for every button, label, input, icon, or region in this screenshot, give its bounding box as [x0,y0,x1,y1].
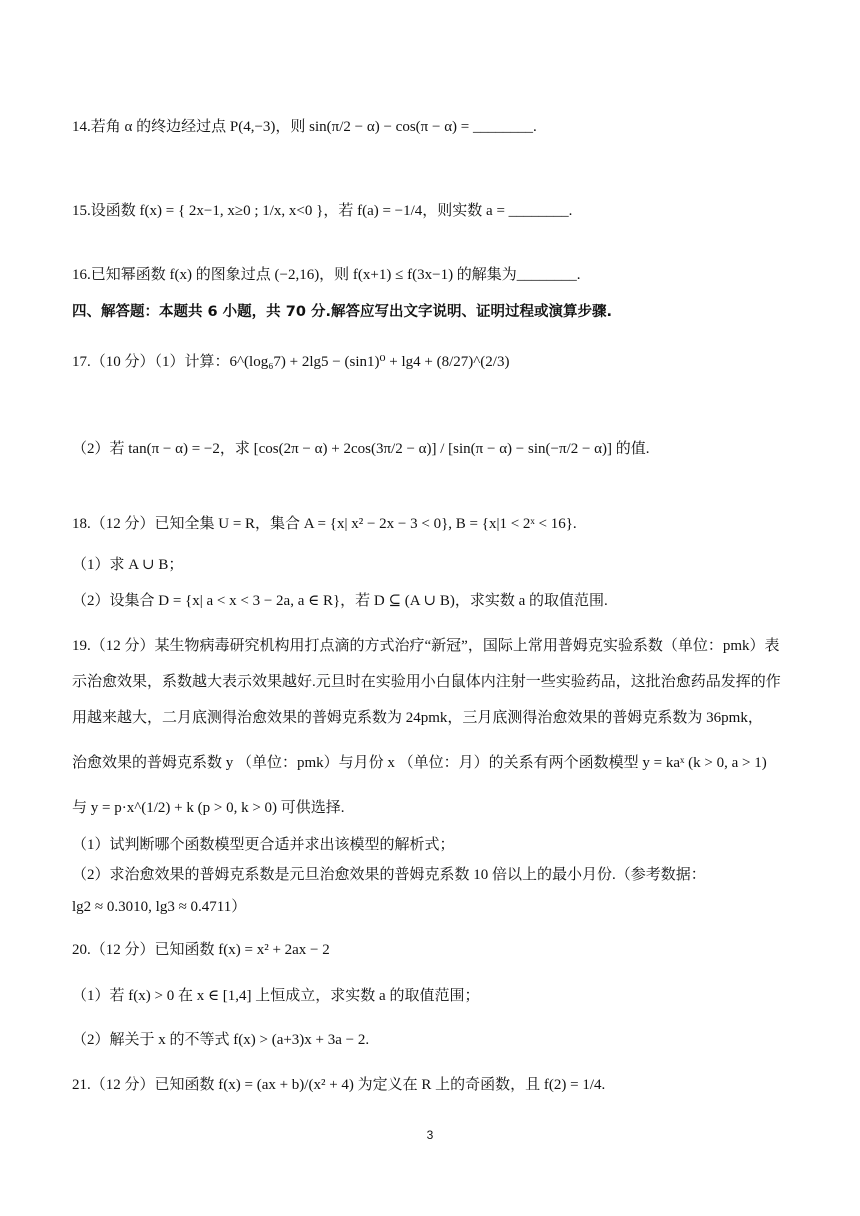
problem-20-part-2: （2）解关于 x 的不等式 f(x) > (a+3)x + 3a − 2. [72,1032,370,1048]
section-4-heading: 四、解答题：本题共 6 小题，共 70 分.解答应写出文字说明、证明过程或演算步骤. [72,304,612,320]
problem-20-part-1: （1）若 f(x) > 0 在 x ∈ [1,4] 上恒成立，求实数 a 的取值范围； [72,988,480,1004]
problem-15: 15.设函数 f(x) = { 2x−1, x≥0 ; 1/x, x<0 }，若 f(a) = −1/4，则实数 a = ________. [72,203,573,219]
problem-19-reference: lg2 ≈ 0.3010, lg3 ≈ 0.4711） [72,899,247,915]
problem-19-line-2: 示治愈效果，系数越大表示效果越好.元旦时在实验用小白鼠体内注射一些实验药品，这批治愈药品发挥的作 [72,674,781,690]
problem-19-line-1: 19.（12 分）某生物病毒研究机构用打点滴的方式治疗“新冠”，国际上常用普姆克实验系数（单位：pmk）表 [72,638,780,654]
problem-20: 20.（12 分）已知函数 f(x) = x² + 2ax − 2 [72,942,330,958]
problem-19-line-3: 用越来越大，二月底测得治愈效果的普姆克系数为 24pmk，三月底测得治愈效果的普姆克系数为 36pmk， [72,710,763,726]
problem-18-part-2: （2）设集合 D = {x| a < x < 3 − 2a, a ∈ R}，若 D ⊆ (A ∪ B)，求实数 a 的取值范围. [72,593,608,609]
problem-19-part-1: （1）试判断哪个函数模型更合适并求出该模型的解析式； [72,837,455,853]
problem-16: 16.已知幂函数 f(x) 的图象过点 (−2,16)，则 f(x+1) ≤ f(3x−1) 的解集为________. [72,267,581,283]
page-number: 3 [426,1128,434,1142]
problem-17-part-2: （2）若 tan(π − α) = −2，求 [cos(2π − α) + 2cos(3π/2 − α)] / [sin(π − α) − sin(−π/2 − α)] 的值. [72,441,650,457]
problem-14: 14.若角 α 的终边经过点 P(4,−3)，则 sin(π/2 − α) − cos(π − α) = ________. [72,119,537,135]
problem-19-line-4: 治愈效果的普姆克系数 y （单位：pmk）与月份 x （单位：月）的关系有两个函数模型 y = kaˣ (k > 0, a > 1) [72,755,767,771]
problem-17-part-1: 17.（10 分）（1）计算：6^(log₆7) + 2lg5 − (sin1)⁰ + lg4 + (8/27)^(2/3) [72,354,510,370]
problem-19-part-2: （2）求治愈效果的普姆克系数是元旦治愈效果的普姆克系数 10 倍以上的最小月份.（参考数据： [72,867,706,883]
problem-19-line-5: 与 y = p·x^(1/2) + k (p > 0, k > 0) 可供选择. [72,800,345,816]
problem-18: 18.（12 分）已知全集 U = R，集合 A = {x| x² − 2x − 3 < 0}, B = {x|1 < 2ˣ < 16}. [72,516,577,532]
problem-18-part-1: （1）求 A ∪ B； [72,557,184,573]
problem-21: 21.（12 分）已知函数 f(x) = (ax + b)/(x² + 4) 为定义在 R 上的奇函数，且 f(2) = 1/4. [72,1077,606,1093]
